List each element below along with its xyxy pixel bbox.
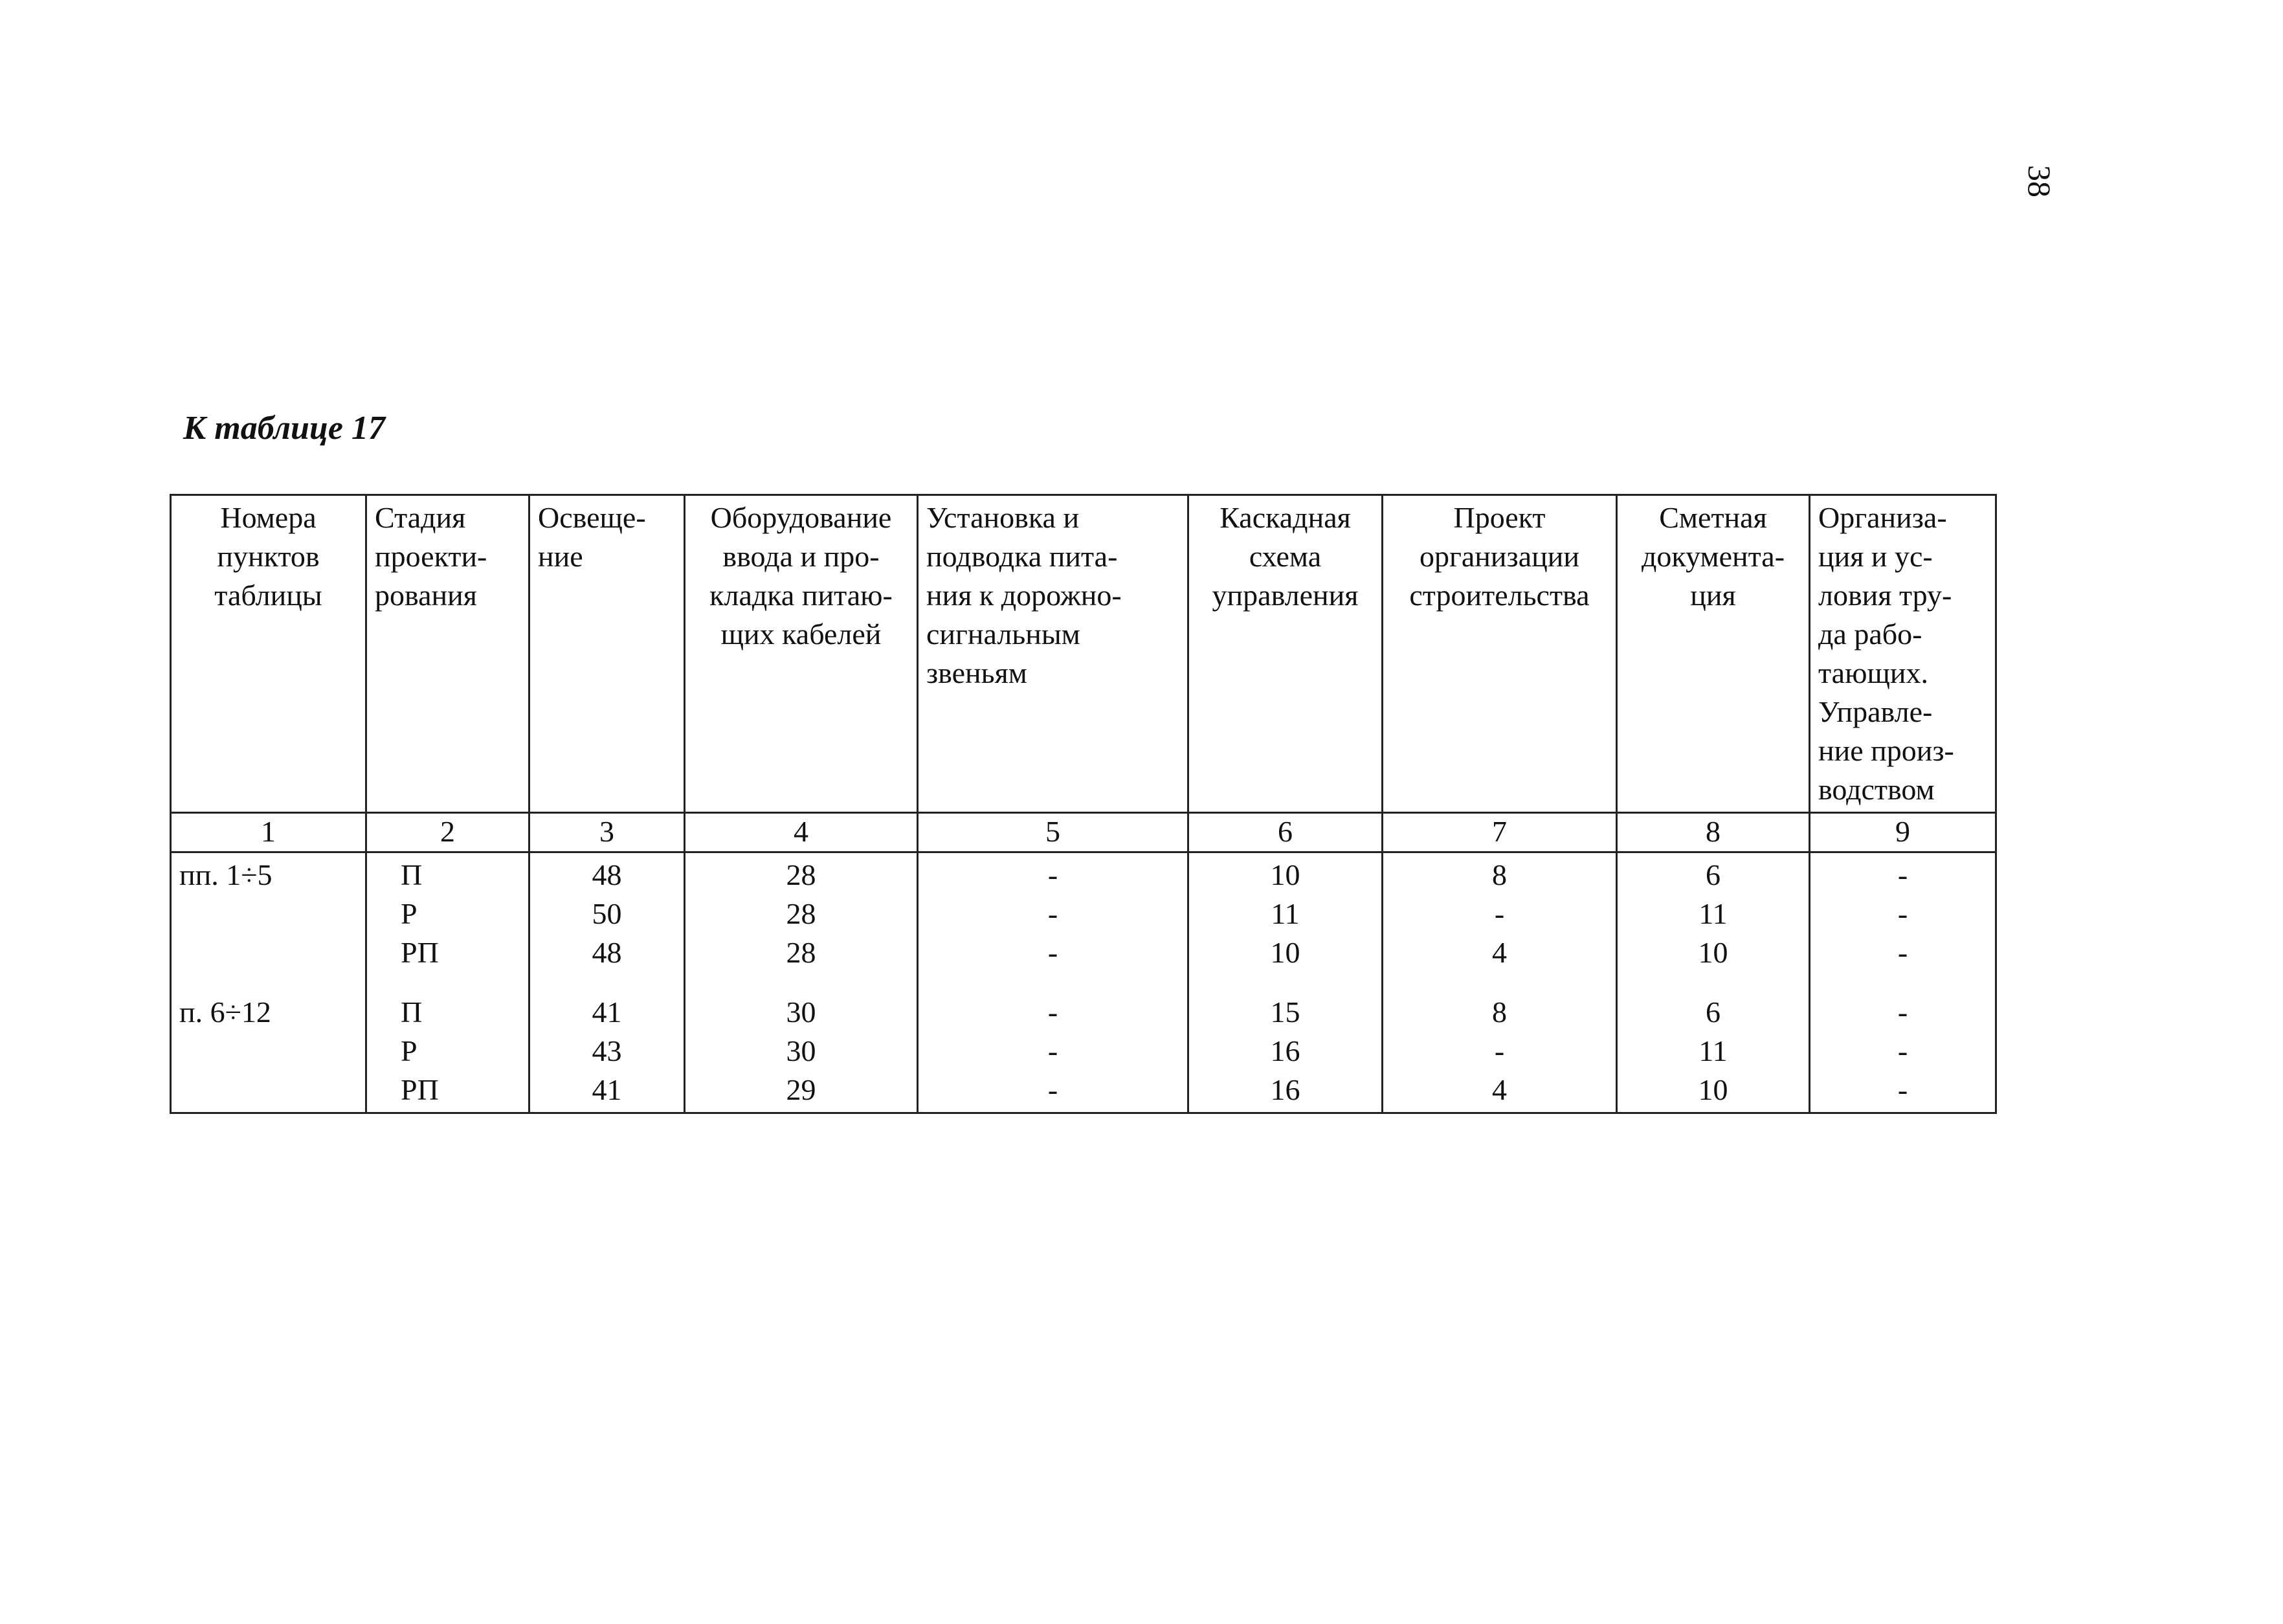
header-line: Проект	[1453, 501, 1546, 534]
header-line: строительства	[1409, 579, 1590, 612]
header-line: Стадия	[375, 501, 466, 534]
body-column-1	[171, 852, 366, 1113]
table-cell: -	[1047, 858, 1058, 891]
body-column-3	[529, 852, 685, 1113]
header-line: Организа-	[1818, 501, 1947, 534]
header-line: Каскадная	[1219, 501, 1351, 534]
header-line: ция и ус-	[1818, 540, 1933, 573]
table-cell: -	[1047, 996, 1058, 1029]
group-label	[179, 895, 357, 933]
group-label	[179, 1071, 357, 1109]
table-cell: 8	[1492, 858, 1507, 891]
table-cell: 29	[786, 1073, 816, 1106]
body-column-5	[918, 852, 1188, 1113]
table-cell: -	[1897, 1073, 1908, 1106]
column-number-9: 9	[1810, 813, 1996, 852]
column-header-4	[685, 495, 918, 813]
header-line: Оборудование	[710, 501, 892, 534]
header-line: кладка питаю-	[709, 579, 893, 612]
table-cell: 41	[592, 1073, 622, 1106]
table-cell: 16	[1270, 1034, 1300, 1067]
header-line: сигнальным	[926, 617, 1080, 651]
table-cell: Р	[401, 897, 418, 930]
header-line: Освеще-	[538, 501, 646, 534]
table-cell: Р	[401, 1034, 418, 1067]
column-header-1	[171, 495, 366, 813]
column-number-1: 1	[171, 813, 366, 852]
table-cell: -	[1494, 897, 1505, 930]
table-cell: -	[1897, 996, 1908, 1029]
table-cell: -	[1494, 1034, 1505, 1067]
table-cell: 11	[1698, 897, 1728, 930]
table-cell: 41	[592, 996, 622, 1029]
header-line: проекти-	[375, 540, 487, 573]
table-cell: 28	[786, 897, 816, 930]
header-line: Номера	[220, 501, 317, 534]
table-cell: 16	[1270, 1073, 1300, 1106]
body-column-7	[1383, 852, 1617, 1113]
header-line: щих кабелей	[720, 617, 882, 651]
table-cell: 6	[1706, 996, 1721, 1029]
column-header-3	[529, 495, 685, 813]
group-label: пп. 1÷5	[179, 858, 273, 891]
column-number-8: 8	[1617, 813, 1810, 852]
header-line: Установка и	[926, 501, 1080, 534]
header-line: управления	[1212, 579, 1359, 612]
table-cell: РП	[401, 936, 439, 969]
table-cell: П	[401, 996, 423, 1029]
table-cell: -	[1897, 936, 1908, 969]
column-number-2: 2	[366, 813, 529, 852]
table-cell: 30	[786, 996, 816, 1029]
data-table	[170, 494, 1997, 1114]
column-header-7	[1383, 495, 1617, 813]
table-cell: -	[1047, 897, 1058, 930]
column-header-5	[918, 495, 1188, 813]
column-number-4: 4	[685, 813, 918, 852]
column-number-7: 7	[1383, 813, 1617, 852]
table-body-row	[171, 852, 1996, 1113]
table-cell: П	[401, 858, 423, 891]
table-cell: 10	[1698, 936, 1728, 969]
table-cell: 11	[1698, 1034, 1728, 1067]
column-header-6	[1188, 495, 1383, 813]
table-cell: 11	[1271, 897, 1300, 930]
body-column-6	[1188, 852, 1383, 1113]
header-line: пунктов	[217, 540, 320, 573]
header-line: Сметная	[1659, 501, 1767, 534]
group-label	[179, 1032, 357, 1071]
table-cell: 50	[592, 897, 622, 930]
body-column-8	[1617, 852, 1810, 1113]
header-line: ние	[538, 540, 583, 573]
table-cell: 10	[1270, 936, 1300, 969]
header-line: да рабо-	[1818, 617, 1922, 651]
header-line: водством	[1818, 773, 1935, 806]
header-line: ловия тру-	[1818, 579, 1952, 612]
table-cell: -	[1897, 897, 1908, 930]
header-line: ввода и про-	[722, 540, 880, 573]
column-number-5: 5	[918, 813, 1188, 852]
table-cell: 6	[1706, 858, 1721, 891]
column-number-3: 3	[529, 813, 685, 852]
group-label	[179, 933, 357, 972]
table-caption: К таблице 17	[183, 410, 385, 447]
column-number-6: 6	[1188, 813, 1383, 852]
table-cell: 48	[592, 858, 622, 891]
table-cell: 10	[1270, 858, 1300, 891]
column-header-9	[1810, 495, 1996, 813]
group-label: п. 6÷12	[179, 996, 271, 1029]
table-cell: 4	[1492, 1073, 1507, 1106]
table-cell: РП	[401, 1073, 439, 1106]
body-column-2	[366, 852, 529, 1113]
table-cell: 4	[1492, 936, 1507, 969]
table-cell: 28	[786, 936, 816, 969]
header-line: ция	[1690, 579, 1736, 612]
header-line: Управле-	[1818, 695, 1933, 728]
table-cell: -	[1047, 936, 1058, 969]
header-line: тающих.	[1818, 656, 1928, 689]
header-line: подводка пита-	[926, 540, 1118, 573]
page-number: 38	[2021, 165, 2058, 197]
table-cell: -	[1897, 1034, 1908, 1067]
column-header-2	[366, 495, 529, 813]
header-line: рования	[375, 579, 477, 612]
body-column-4	[685, 852, 918, 1113]
header-line: организации	[1420, 540, 1579, 573]
header-line: звеньям	[926, 656, 1027, 689]
header-row	[171, 495, 1996, 813]
column-header-8	[1617, 495, 1810, 813]
header-line: схема	[1249, 540, 1322, 573]
column-number-row	[171, 813, 1996, 852]
table-cell: 10	[1698, 1073, 1728, 1106]
table-cell: 30	[786, 1034, 816, 1067]
body-column-9	[1810, 852, 1996, 1113]
header-line: ние произ-	[1818, 734, 1954, 767]
table-cell: 15	[1270, 996, 1300, 1029]
table-cell: -	[1047, 1073, 1058, 1106]
header-line: документа-	[1641, 540, 1785, 573]
table-cell: -	[1897, 858, 1908, 891]
header-line: таблицы	[214, 579, 322, 612]
header-line: ния к дорожно-	[926, 579, 1122, 612]
table-cell: 8	[1492, 996, 1507, 1029]
table-cell: 28	[786, 858, 816, 891]
table-cell: 43	[592, 1034, 622, 1067]
table-cell: -	[1047, 1034, 1058, 1067]
table-cell: 48	[592, 936, 622, 969]
